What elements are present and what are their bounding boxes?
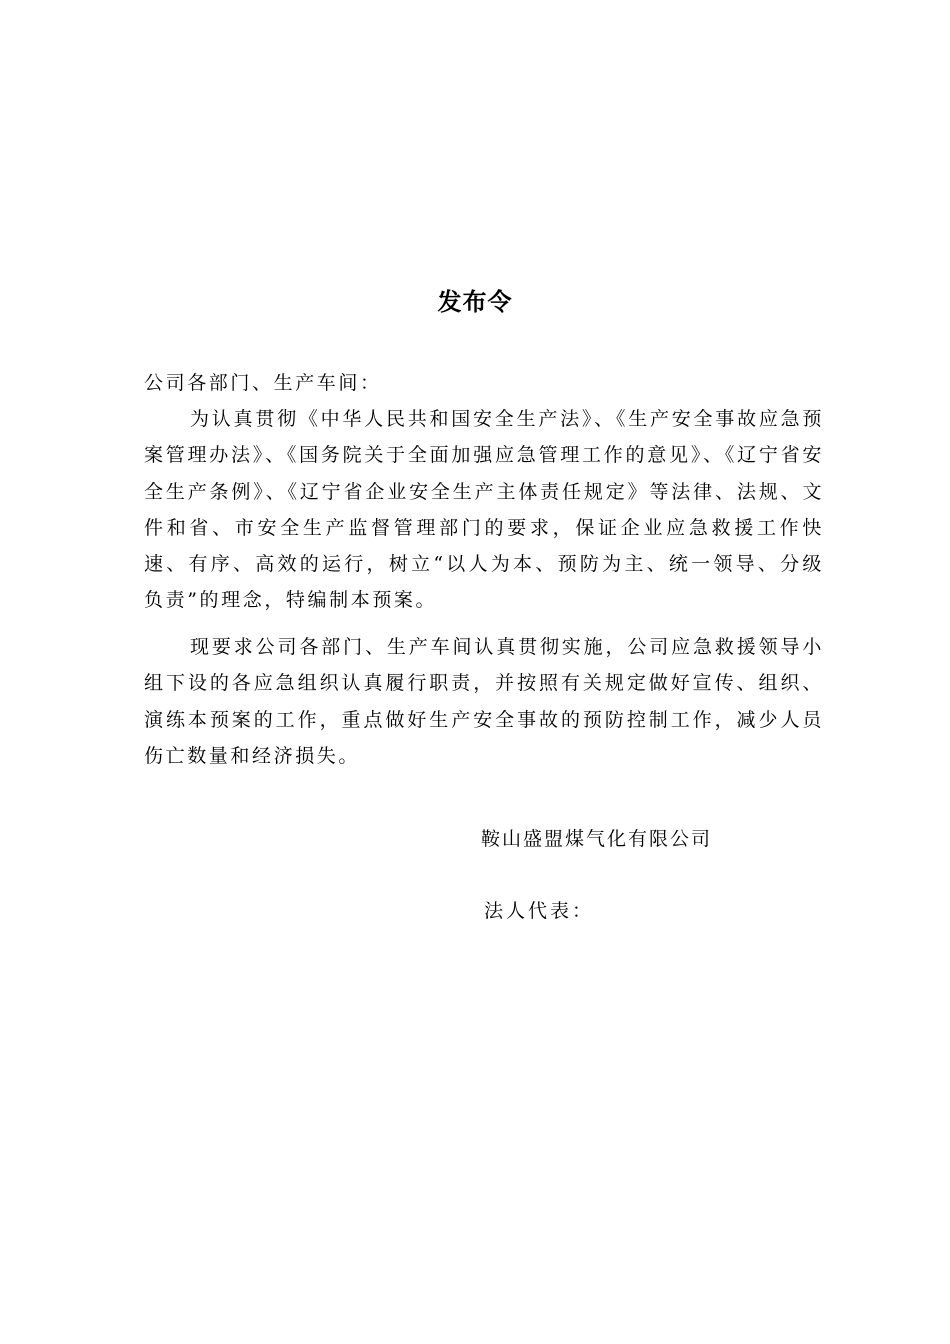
- signature-legal-representative: 法人代表：: [484, 900, 595, 922]
- paragraph-2: 现要求公司各部门、生产车间认真贯彻实施，公司应急救援领导小组下设的各应急组织认真履行职责，并按照有关规定做好宣传、组织、演练本预案的工作，重点做好生产安全事故的预防控制工作，减少人员伤亡数量和经济损失。: [144, 636, 824, 767]
- signature-company: 鞍山盛盟煤气化有限公司: [481, 828, 713, 850]
- salutation: 公司各部门、生产车间：: [144, 372, 382, 394]
- paragraph-1: 为认真贯彻《中华人民共和国安全生产法》、《生产安全事故应急预案管理办法》、《国务院关于全面加强应急管理工作的意见》、《辽宁省安全生产条例》、《辽宁省企业安全生产主体责任规定》等法律、法规、文件和省、市安全生产监督管理部门的要求，保证企业应急救援工作快速、有序、高效的运行，树立“以人为本、预防为主、统一领导、分级负责”的理念，特编制本预案。: [144, 408, 824, 612]
- document-title: 发布令: [437, 288, 513, 316]
